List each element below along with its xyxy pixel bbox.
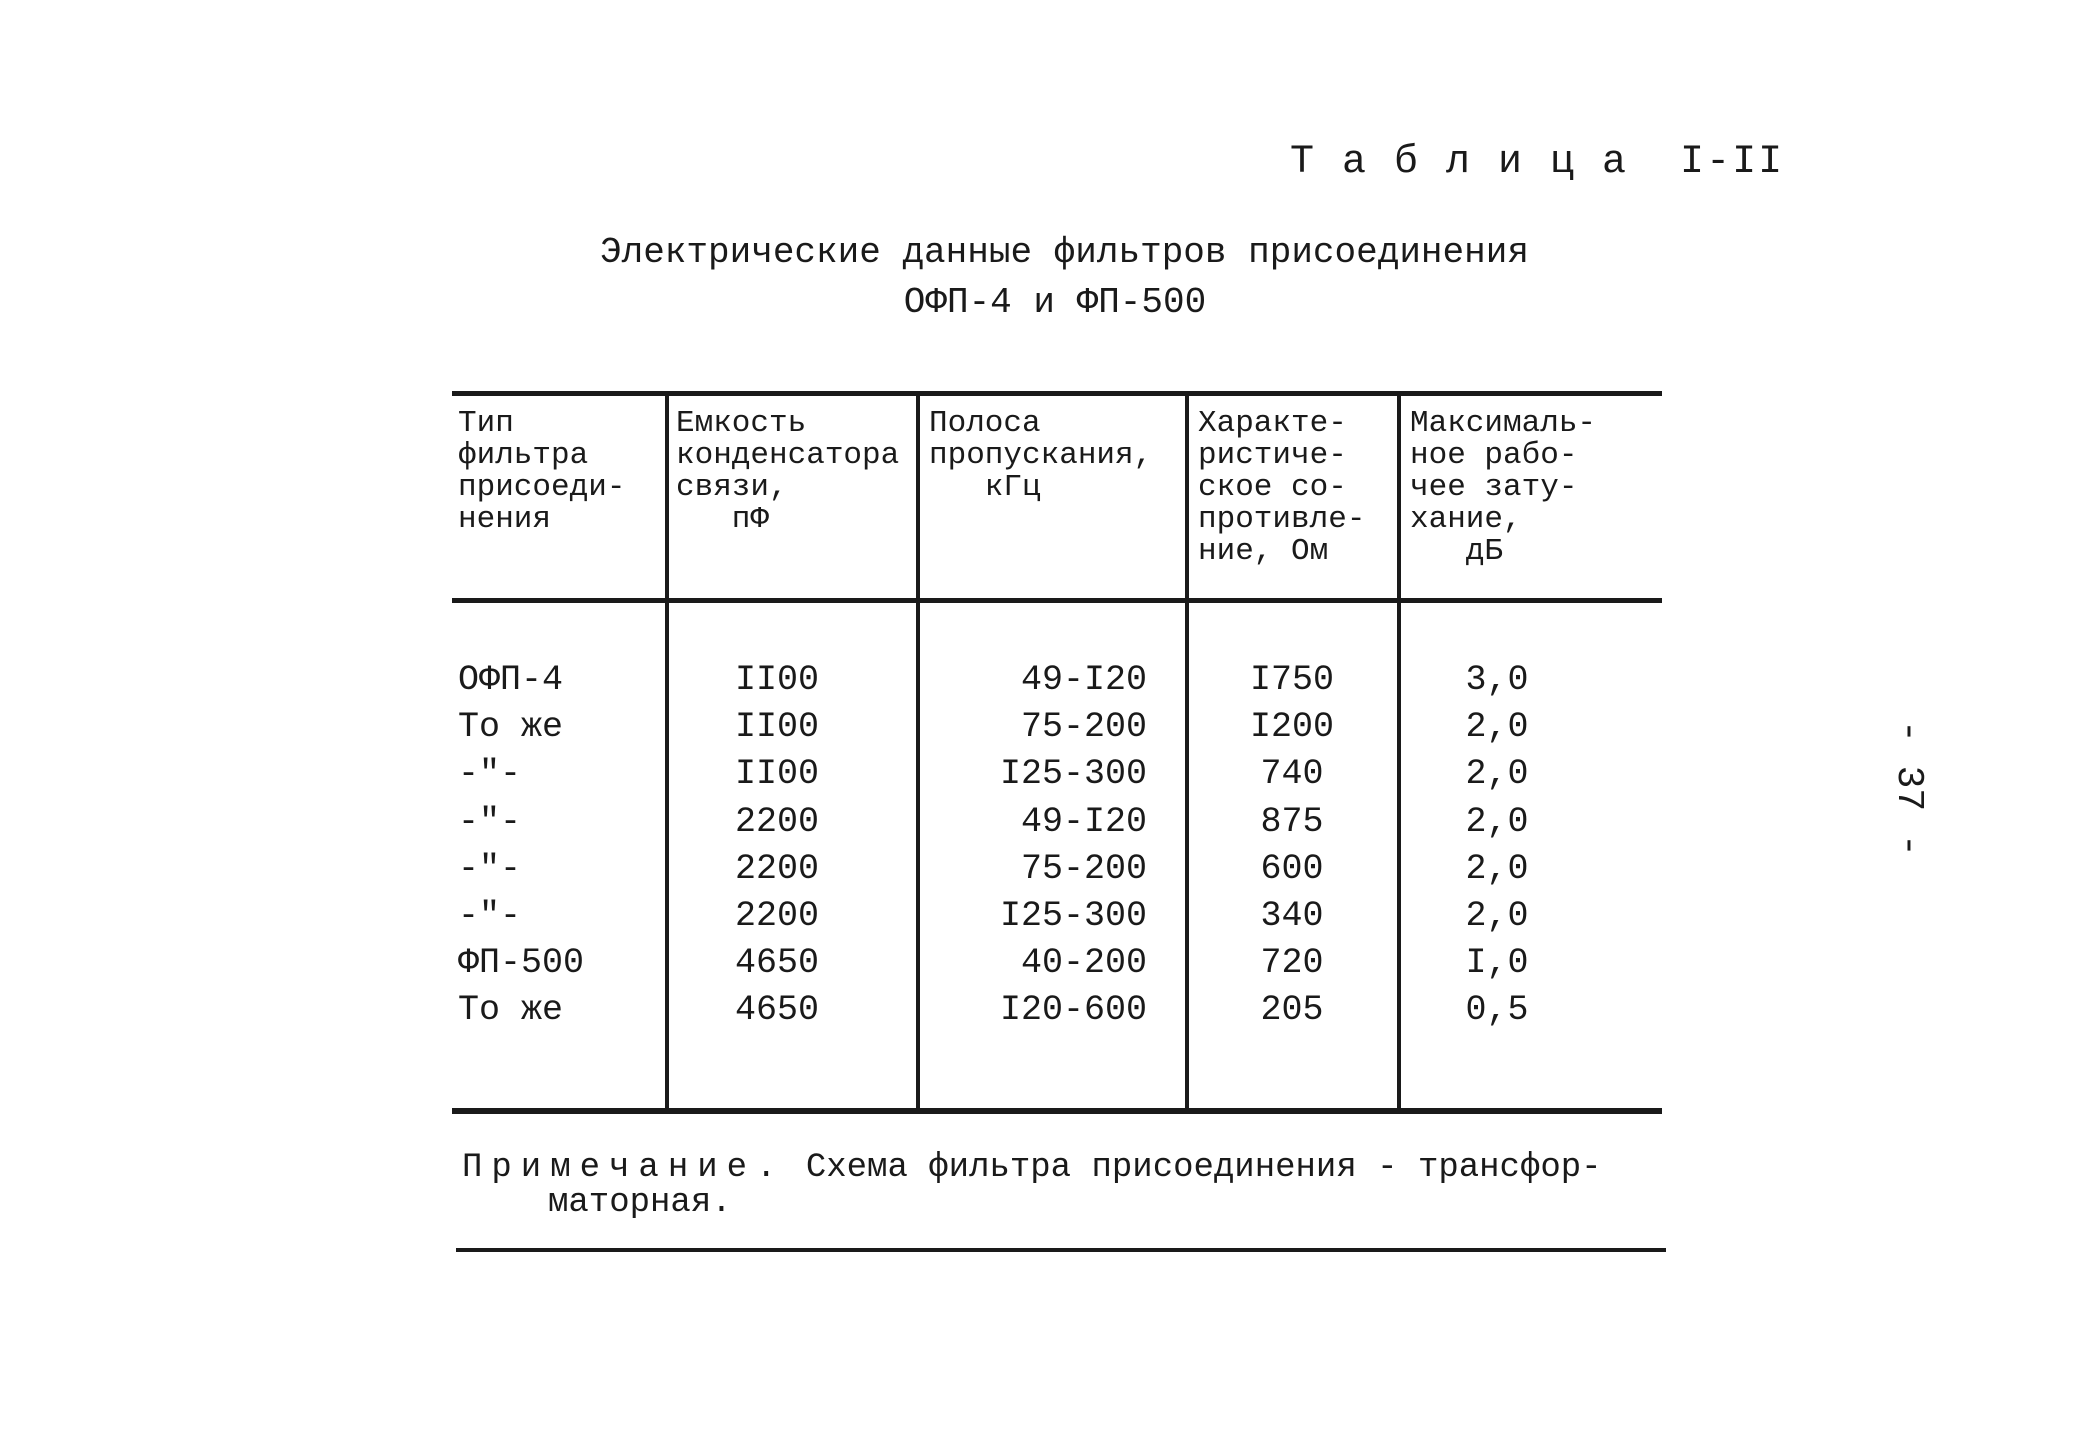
cell-type: -"- xyxy=(458,848,522,889)
table-bottom-rule xyxy=(452,1108,1662,1114)
cell-impedance: 340 xyxy=(1260,896,1324,936)
table-row xyxy=(452,754,1662,801)
header-impedance: Характе- ристиче- ское со- противле- ние, Ом xyxy=(1198,406,1366,569)
table-title-line-2: ОФП-4 и ФП-500 xyxy=(903,282,1207,323)
cell-attenuation: 2,0 xyxy=(1465,707,1529,748)
cell-type: ОФП-4 xyxy=(458,660,564,700)
cell-type: То же xyxy=(458,707,564,748)
cell-band: 75-200 xyxy=(1020,848,1147,889)
note-label: Примечание. xyxy=(462,1149,786,1187)
page-number: - 37 - xyxy=(1887,720,1930,857)
cell-attenuation: I,0 xyxy=(1465,943,1529,984)
header-capacitance: Емкость конденсатора связи, пФ xyxy=(676,406,900,537)
cell-band: I25-300 xyxy=(999,754,1147,795)
cell-band: I20-600 xyxy=(999,990,1147,1031)
table-title-line-1: Электрические данные фильтров присоединения xyxy=(600,232,1529,273)
cell-impedance: I750 xyxy=(1249,660,1334,700)
cell-attenuation: 2,0 xyxy=(1465,801,1529,842)
cell-type: -"- xyxy=(458,801,522,842)
table-row xyxy=(452,990,1662,1037)
cell-impedance: 205 xyxy=(1260,990,1324,1031)
cell-capacitance: II00 xyxy=(734,660,819,700)
note-line xyxy=(462,1150,1602,1186)
cell-band: I25-300 xyxy=(999,896,1147,936)
note-rule xyxy=(456,1248,1666,1252)
table-header-rule xyxy=(452,598,1662,603)
cell-attenuation: 3,0 xyxy=(1465,660,1529,700)
cell-capacitance: II00 xyxy=(734,754,819,795)
cell-capacitance: 4650 xyxy=(734,943,819,984)
cell-band: 49-I20 xyxy=(1020,801,1147,842)
cell-impedance: 875 xyxy=(1260,801,1324,842)
table-row xyxy=(452,849,1662,896)
cell-band: 40-200 xyxy=(1020,943,1147,984)
cell-band: 49-I20 xyxy=(1020,660,1147,700)
cell-attenuation: 2,0 xyxy=(1465,754,1529,795)
table-row xyxy=(452,660,1662,707)
note-continuation: маторная. xyxy=(548,1184,732,1222)
cell-attenuation: 0,5 xyxy=(1465,990,1529,1031)
note-text: Схема фильтра присоединения - трансфор- xyxy=(785,1149,1602,1187)
cell-impedance: I200 xyxy=(1249,707,1334,748)
header-filter-type: Тип фильтра присоеди- нения xyxy=(458,406,626,537)
cell-type: ФП-500 xyxy=(458,943,585,984)
table-top-rule xyxy=(452,391,1662,396)
header-passband: Полоса пропускания, кГц xyxy=(929,406,1153,505)
cell-impedance: 720 xyxy=(1260,943,1324,984)
cell-capacitance: 2200 xyxy=(734,801,819,842)
cell-capacitance: 4650 xyxy=(734,990,819,1031)
cell-capacitance: II00 xyxy=(734,707,819,748)
table-row xyxy=(452,943,1662,990)
table-number: Т а б л и ц а I-II xyxy=(1290,140,1785,185)
cell-impedance: 600 xyxy=(1260,848,1324,889)
header-attenuation: Максималь- ное рабо- чее зату- хание, дБ xyxy=(1410,406,1597,569)
cell-type: То же xyxy=(458,990,564,1031)
cell-capacitance: 2200 xyxy=(734,896,819,936)
cell-type: -"- xyxy=(458,896,522,936)
cell-band: 75-200 xyxy=(1020,707,1147,748)
cell-type: -"- xyxy=(458,754,522,795)
cell-impedance: 740 xyxy=(1260,754,1324,795)
cell-attenuation: 2,0 xyxy=(1465,848,1529,889)
table-row xyxy=(452,707,1662,754)
cell-attenuation: 2,0 xyxy=(1465,896,1529,936)
table-row xyxy=(452,896,1662,943)
table-row xyxy=(452,802,1662,849)
cell-capacitance: 2200 xyxy=(734,848,819,889)
